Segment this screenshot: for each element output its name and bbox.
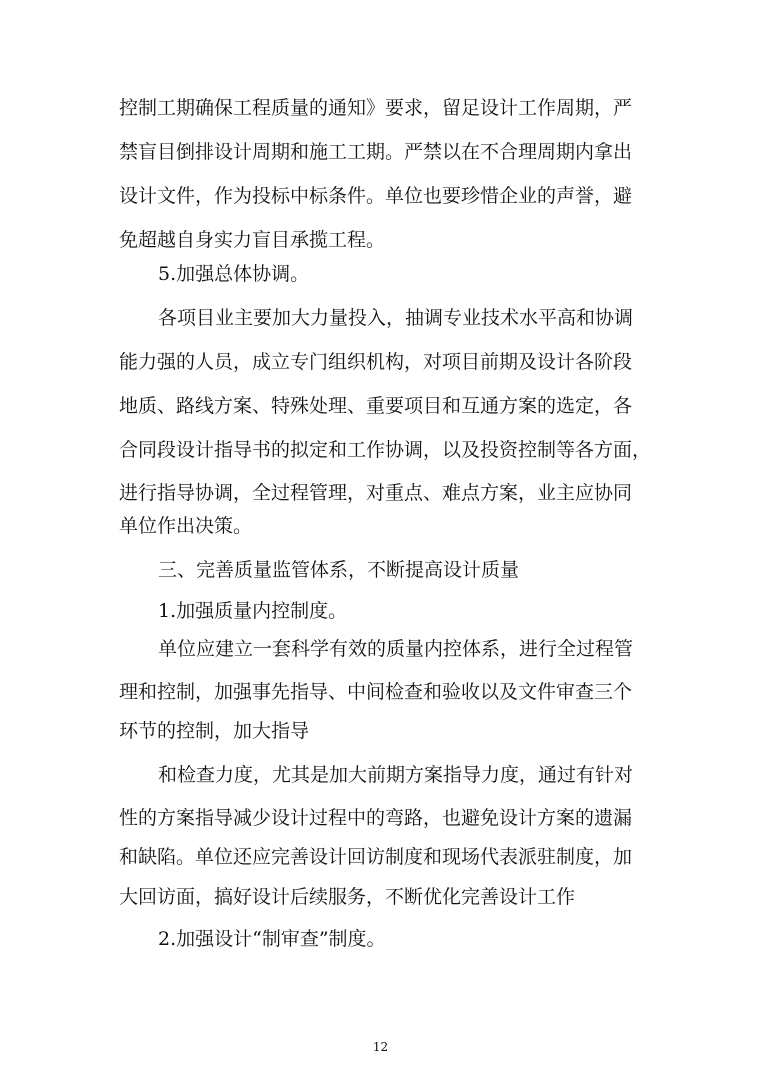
paragraph-line: 环节的控制，加大指导 [119,720,310,742]
page-number: 12 [372,1040,389,1054]
section-heading: 2.加强设计“制审查”制度。 [158,928,386,950]
paragraph-line: 单位作出决策。 [119,515,253,537]
paragraph-line: 禁盲目倒排设计周期和施工工期。严禁以在不合理周期内拿出 [119,141,633,163]
paragraph-line: 合同段设计指导书的拟定和工作协调，以及投资控制等各方面， [119,439,652,461]
chapter-heading: 三、完善质量监管体系，不断提高设计质量 [158,559,520,581]
paragraph-line: 大回访面，搞好设计后续服务，不断优化完善设计工作 [119,886,576,908]
paragraph-line: 免超越自身实力盲目承揽工程。 [119,229,386,251]
paragraph-line: 设计文件，作为投标中标条件。单位也要珍惜企业的声誉，避 [119,185,633,207]
paragraph-line: 能力强的人员，成立专门组织机构，对项目前期及设计各阶段 [119,351,633,373]
paragraph-line: 单位应建立一套科学有效的质量内控体系，进行全过程管 [158,638,634,660]
paragraph-line: 理和控制，加强事先指导、中间检查和验收以及文件审查三个 [119,681,633,703]
paragraph-line: 控制工期确保工程质量的通知》要求，留足设计工作周期，严 [119,97,633,119]
section-heading: 1.加强质量内控制度。 [158,600,348,622]
paragraph-line: 各项目业主要加大力量投入，抽调专业技术水平高和协调 [158,307,634,329]
paragraph-line: 和检查力度，尤其是加大前期方案指导力度，通过有针对 [158,764,634,786]
section-heading: 5.加强总体协调。 [158,263,310,285]
paragraph-line: 性的方案指导减少设计过程中的弯路，也避免设计方案的遗漏 [119,807,633,829]
paragraph-line: 地质、路线方案、特殊处理、重要项目和互通方案的选定，各 [119,395,633,417]
paragraph-line: 和缺陷。单位还应完善设计回访制度和现场代表派驻制度，加 [119,846,633,868]
paragraph-line: 进行指导协调，全过程管理，对重点、难点方案，业主应协同 [119,482,633,504]
